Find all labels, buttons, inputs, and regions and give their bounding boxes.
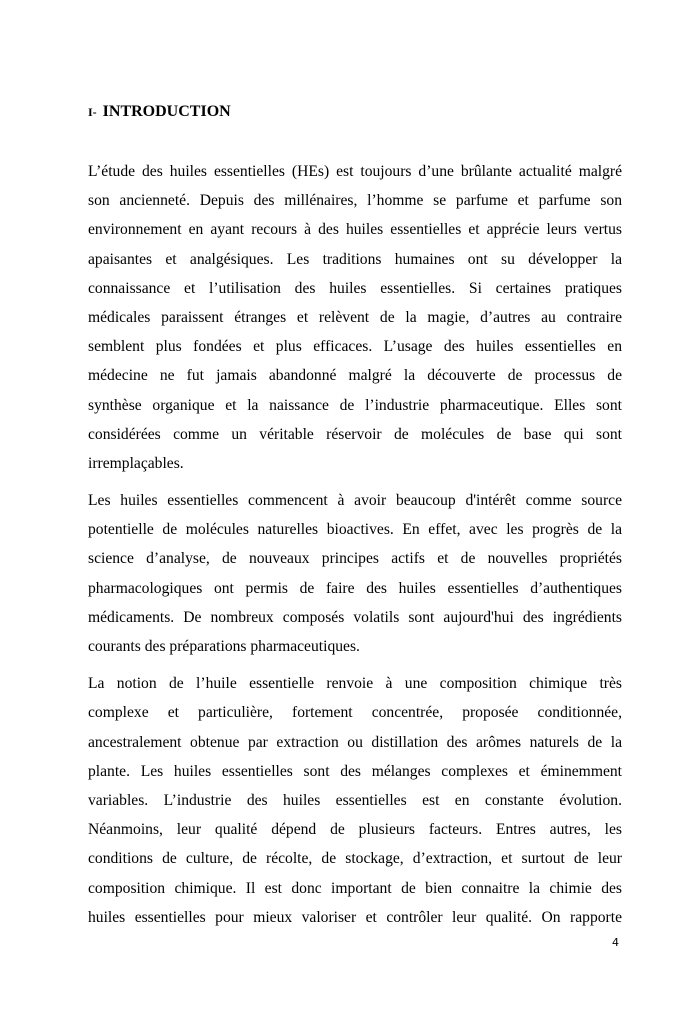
text-line: courants des préparations pharmaceutiques. — [88, 638, 360, 655]
text-line: médicales paraissent étranges et relèvent de la magie, d’autres au contraire — [88, 308, 622, 326]
text-line: ancestralement obtenue par extraction ou distillation des arômes naturels de la — [88, 733, 622, 751]
text-line: connaissance et l’utilisation des huiles essentielles. Si certaines pratiques — [88, 279, 622, 297]
text-line: huiles essentielles pour mieux valoriser et contrôler leur qualité. On rapporte — [88, 908, 622, 926]
text-line: conditions de culture, de récolte, de stockage, d’extraction, et surtout de leur — [88, 850, 622, 868]
text-line: synthèse organique et la naissance de l’industrie pharmaceutique. Elles sont — [88, 396, 622, 414]
text-line: Néanmoins, leur qualité dépend de plusieurs facteurs. Entres autres, les — [88, 821, 622, 839]
section-number: I- — [88, 105, 97, 119]
text-line: semblent plus fondées et plus efficaces. L’usage des huiles essentielles en — [88, 338, 622, 356]
text-line: irremplaçables. — [88, 454, 184, 472]
text-line: La notion de l’huile essentielle renvoie à une composition chimique très — [88, 675, 622, 693]
text-line: environnement en ayant recours à des huiles essentielles et apprécie leurs vertus — [88, 221, 622, 239]
text-line: potentielle de molécules naturelles bioactives. En effet, avec les progrès de la — [88, 521, 622, 539]
text-line: médicaments. De nombreux composés volatils sont aujourd'hui des ingrédients — [88, 608, 622, 626]
text-line: plante. Les huiles essentielles sont des mélanges complexes et éminemment — [88, 762, 622, 780]
text-line: complexe et particulière, fortement concentrée, proposée conditionnée, — [88, 704, 622, 722]
text-line: apaisantes et analgésiques. Les traditions humaines ont su développer la — [88, 250, 622, 268]
paragraph-1 — [88, 157, 622, 478]
paragraph-2 — [88, 486, 622, 661]
paragraph-3 — [88, 669, 622, 932]
section-title: INTRODUCTION — [102, 103, 231, 120]
text-line: pharmacologiques ont permis de faire des huiles essentielles d’authentiques — [88, 579, 622, 597]
text-line: médecine ne fut jamais abandonné malgré la découverte de processus de — [88, 367, 622, 385]
text-line: science d’analyse, de nouveaux principes actifs et de nouvelles propriétés — [88, 550, 622, 568]
text-line: L’étude des huiles essentielles (HEs) est toujours d’une brûlante actualité malgré — [88, 163, 622, 180]
text-line: considérées comme un véritable réservoir de molécules de base qui sont — [88, 425, 622, 443]
text-line: Les huiles essentielles commencent à avoir beaucoup d'intérêt comme source — [88, 492, 622, 510]
text-line: composition chimique. Il est donc important de bien connaitre la chimie des — [88, 879, 622, 897]
page-number: 4 — [612, 936, 619, 949]
body-text — [88, 157, 622, 940]
text-line: son ancienneté. Depuis des millénaires, l’homme se parfume et parfume son — [88, 192, 622, 210]
text-line: variables. L’industrie des huiles essentielles est en constante évolution. — [88, 791, 622, 809]
section-heading — [88, 102, 231, 122]
